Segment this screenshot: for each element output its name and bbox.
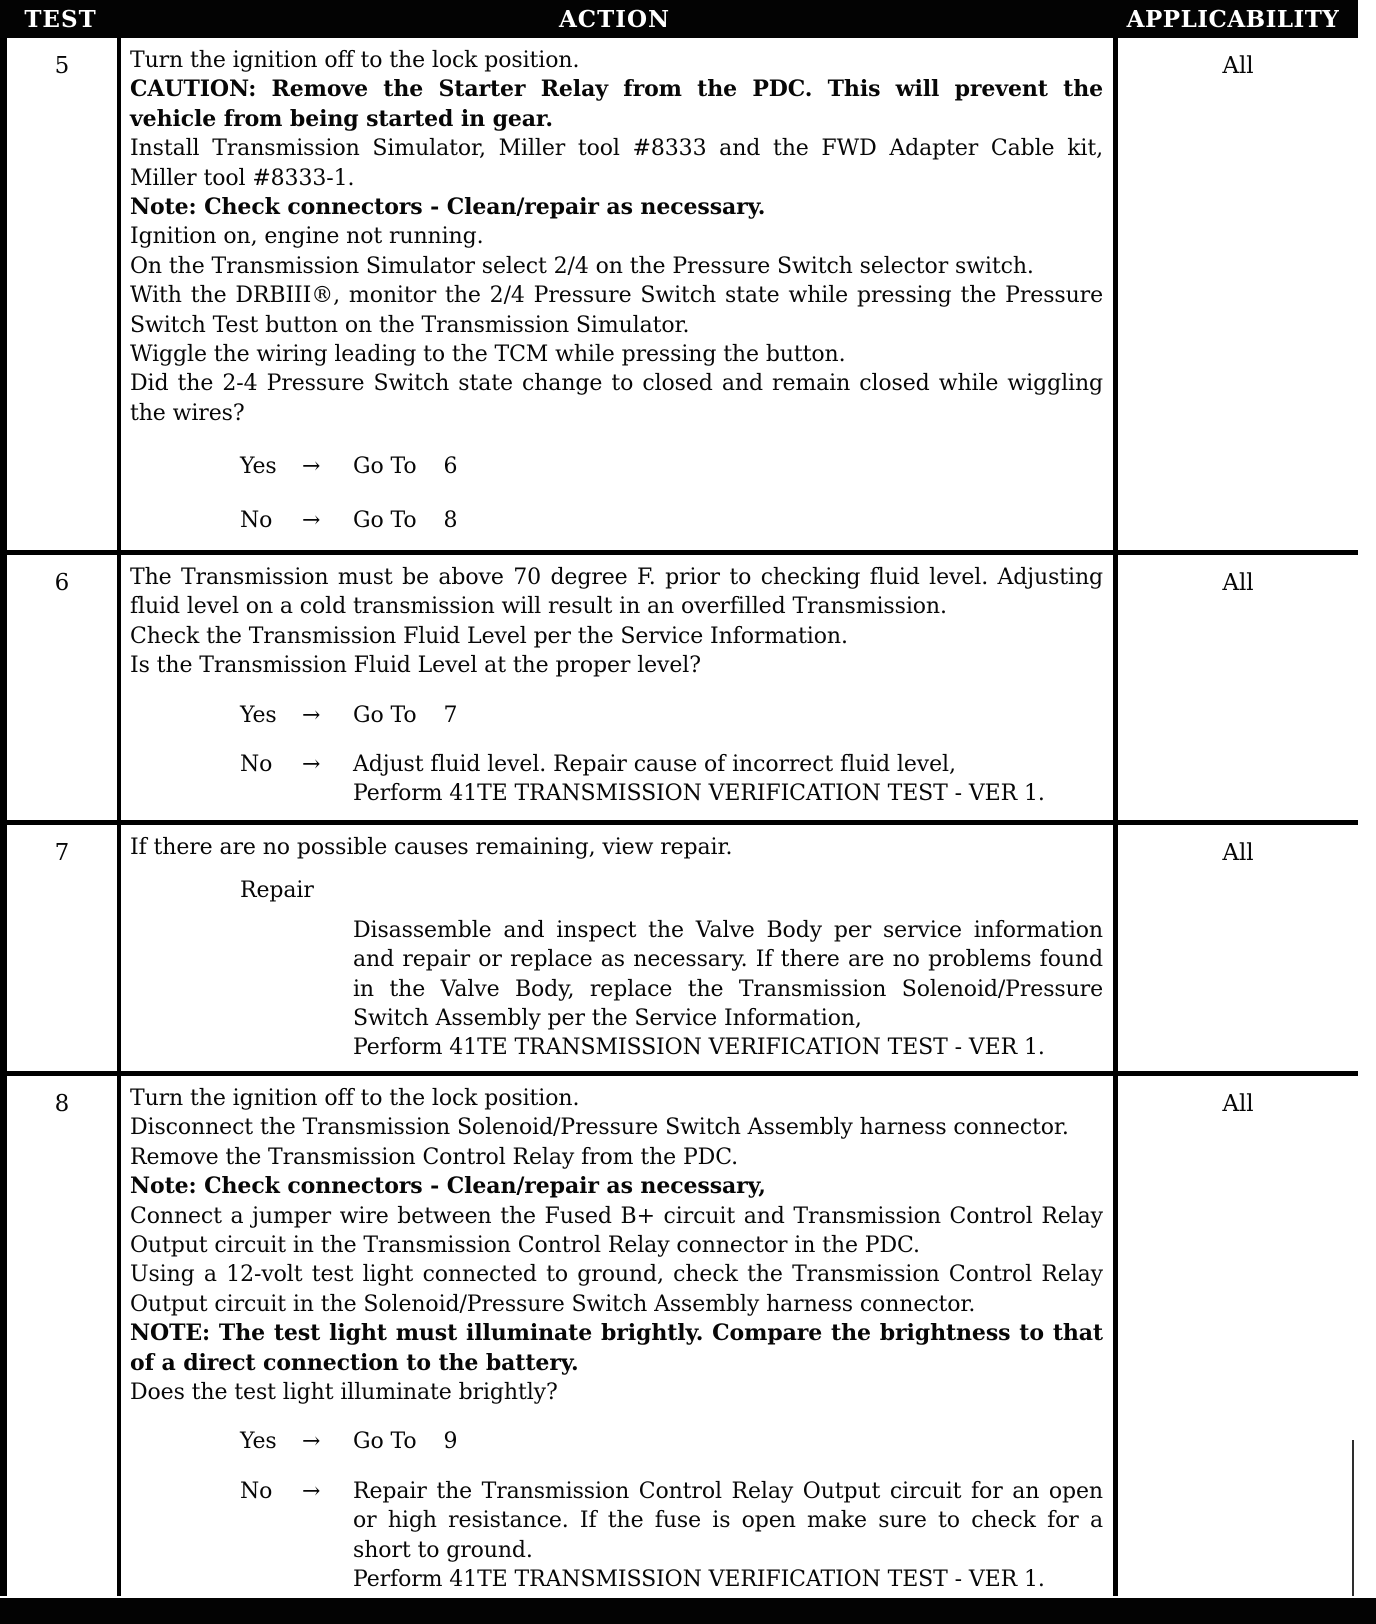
action-cell	[121, 38, 1118, 550]
column-header-test: TEST	[24, 5, 97, 33]
perform-verification-line: Perform 41TE TRANSMISSION VERIFICATION TEST - VER 1.	[353, 1567, 1045, 1593]
repair-label: Repair	[240, 878, 314, 904]
test-number-cell: 5	[7, 38, 121, 550]
test-number-cell: 7	[7, 825, 121, 1071]
no-answer-row	[240, 506, 1103, 535]
goto-text: Go To	[353, 454, 417, 480]
column-header-applicability: APPLICABILITY	[1126, 5, 1340, 33]
yes-answer-row	[240, 701, 1103, 730]
action-paragraph: Is the Transmission Fluid Level at the proper level?	[130, 653, 701, 679]
action-paragraph: Ignition on, engine not running.	[130, 224, 484, 250]
answer-label: Yes	[240, 1429, 277, 1455]
action-paragraph: Turn the ignition off to the lock position.	[130, 48, 580, 73]
yes-answer-row	[240, 1427, 1103, 1456]
action-paragraph: If there are no possible causes remaining, view repair.	[130, 835, 733, 860]
note-text: Note: Check connectors - Clean/repair as necessary,	[130, 1173, 766, 1200]
goto-text: Go To	[353, 1429, 417, 1455]
right-arrow-glyph: →	[302, 702, 321, 728]
applicability-cell: All	[1222, 570, 1254, 596]
right-arrow-glyph: →	[302, 1429, 321, 1455]
no-answer-row	[240, 750, 1103, 809]
action-cell	[121, 1076, 1118, 1596]
goto-target-number: 8	[443, 507, 458, 533]
answer-result-line: Adjust fluid level. Repair cause of incorrect fluid level,	[353, 752, 956, 778]
applicability-cell: All	[1222, 53, 1254, 79]
table-header-row	[0, 0, 1358, 38]
applicability-cell: All	[1222, 1091, 1254, 1117]
action-paragraph: On the Transmission Simulator select 2/4 on the Pressure Switch selector switch.	[130, 253, 1034, 279]
table-row-test-7	[7, 820, 1358, 1071]
action-paragraph: Did the 2-4 Pressure Switch state change to closed and remain closed while wiggling the wires?	[130, 371, 1103, 426]
perform-verification-line: Perform 41TE TRANSMISSION VERIFICATION TEST - VER 1.	[353, 781, 1045, 807]
action-paragraph: Remove the Transmission Control Relay from the PDC.	[130, 1144, 739, 1170]
action-paragraph: With the DRBIII®, monitor the 2/4 Pressure Switch state while pressing the Pressure Switch Test button on the Transmission Simulator.	[130, 283, 1103, 338]
answer-label: No	[240, 752, 273, 778]
answer-result	[353, 701, 1103, 730]
action-paragraph: Disconnect the Transmission Solenoid/Pressure Switch Assembly harness connector.	[130, 1115, 1069, 1141]
table-row-test-5	[7, 38, 1358, 550]
goto-text: Go To	[353, 507, 417, 533]
goto-target-number: 9	[443, 1429, 458, 1455]
right-arrow-glyph: →	[302, 507, 321, 533]
note-text: NOTE: The test light must illuminate brightly. Compare the brightness to that of a direct connection to the battery.	[130, 1320, 1103, 1376]
test-number-cell: 8	[7, 1076, 121, 1596]
answer-label: Yes	[240, 702, 277, 728]
action-paragraph: Install Transmission Simulator, Miller tool #8333 and the FWD Adapter Cable kit, Miller tool #8333-1.	[130, 136, 1103, 191]
column-header-action: ACTION	[558, 5, 671, 33]
right-arrow-glyph: →	[302, 454, 321, 480]
answer-result	[353, 1477, 1103, 1595]
applicability-cell: All	[1222, 840, 1254, 866]
repair-instructions: Disassemble and inspect the Valve Body per service information and repair or replace as necessary. If there are no problems found in the Valve Body, replace the Transmission Solenoid/Pressure Switch Assembly per the Service Information,	[353, 917, 1103, 1032]
goto-target-number: 6	[443, 454, 458, 480]
action-paragraph: Check the Transmission Fluid Level per the Service Information.	[130, 623, 848, 649]
action-paragraph: Turn the ignition off to the lock position.	[130, 1086, 580, 1111]
action-paragraph: Wiggle the wiring leading to the TCM while pressing the button.	[130, 342, 846, 368]
action-cell	[121, 825, 1118, 1071]
answer-result	[353, 750, 1103, 809]
table-row-test-8	[7, 1071, 1358, 1596]
test-number-cell: 6	[7, 555, 121, 820]
action-paragraph: The Transmission must be above 70 degree F. prior to checking fluid level. Adjusting fluid level on a cold transmission will result in an overfilled Transmission.	[130, 565, 1103, 620]
table-row-test-6	[7, 550, 1358, 820]
goto-text: Go To	[353, 702, 417, 728]
answer-label: Yes	[240, 454, 277, 480]
answer-label: No	[240, 1478, 273, 1504]
answer-result	[353, 452, 1103, 481]
yes-answer-row	[240, 452, 1103, 481]
action-cell	[121, 555, 1118, 820]
note-text: Note: Check connectors - Clean/repair as necessary.	[130, 194, 766, 221]
scan-artifact-line	[1352, 1440, 1354, 1596]
table-body	[0, 38, 1358, 1596]
answer-result-line: Repair the Transmission Control Relay Output circuit for an open or high resistance. If the fuse is open make sure to check for a short to ground.	[353, 1478, 1103, 1563]
answer-result	[353, 506, 1103, 535]
action-paragraph: Connect a jumper wire between the Fused B+ circuit and Transmission Control Relay Output circuit in the Transmission Control Relay connector in the PDC.	[130, 1203, 1103, 1259]
action-paragraph: Using a 12-volt test light connected to ground, check the Transmission Control Relay Output circuit in the Solenoid/Pressure Switch Assembly harness connector.	[130, 1262, 1103, 1317]
goto-target-number: 7	[443, 702, 458, 728]
answer-result	[353, 1427, 1103, 1456]
action-paragraph: Does the test light illuminate brightly?	[130, 1380, 558, 1406]
perform-verification-line: Perform 41TE TRANSMISSION VERIFICATION TEST - VER 1.	[353, 1035, 1045, 1061]
right-arrow-glyph: →	[302, 752, 321, 778]
answer-label: No	[240, 507, 273, 533]
no-answer-row	[240, 1477, 1103, 1595]
caution-text: CAUTION: Remove the Starter Relay from the PDC. This will prevent the vehicle from being started in gear.	[130, 76, 1103, 132]
page-bottom-scan-edge	[0, 1598, 1376, 1624]
right-arrow-glyph: →	[302, 1478, 321, 1504]
